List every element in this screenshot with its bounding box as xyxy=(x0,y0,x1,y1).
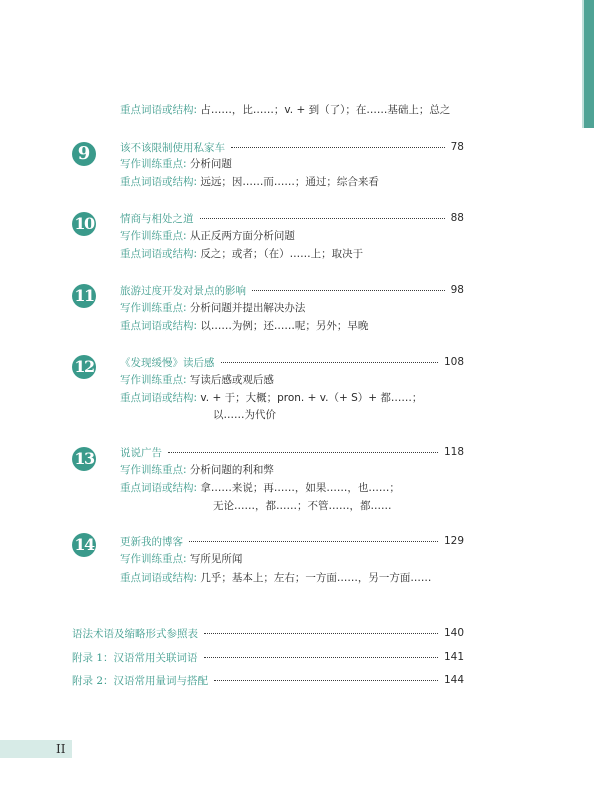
page-number: 108 xyxy=(443,356,464,368)
focus-label: 写作训练重点: xyxy=(120,464,187,476)
words-content: 占……，比……；v. + 到（了）；在……基础上；总之 xyxy=(200,104,451,116)
words-label: 重点词语或结构: xyxy=(120,392,198,404)
lesson-title: 旅游过度开发对景点的影响 xyxy=(120,284,246,297)
words-line xyxy=(120,391,422,405)
lesson-title-row[interactable] xyxy=(120,355,464,369)
leader-dots xyxy=(200,218,445,219)
words-content: 远远；因……而……；通过；综合来看 xyxy=(200,176,379,188)
words-line xyxy=(120,571,431,585)
focus-content: 分析问题 xyxy=(189,158,232,170)
words-line xyxy=(120,319,368,333)
focus-content: 从正反两方面分析问题 xyxy=(189,230,295,242)
leader-dots xyxy=(252,290,445,291)
page-number: 78 xyxy=(450,141,464,153)
focus-label: 写作训练重点: xyxy=(120,553,187,565)
focus-label: 写作训练重点: xyxy=(120,374,187,386)
page-number: 140 xyxy=(443,627,464,639)
words-content-continued: 无论……，都……；不管……，都…… xyxy=(213,500,392,512)
words-label: 重点词语或结构: xyxy=(120,572,198,584)
leader-dots xyxy=(231,147,445,148)
lesson-number-badge: 11 xyxy=(72,284,96,308)
focus-content: 分析问题的利和弊 xyxy=(189,464,274,476)
focus-content: 写读后感或观后感 xyxy=(189,374,274,386)
words-line xyxy=(120,175,379,189)
side-tab xyxy=(584,0,594,128)
focus-line xyxy=(120,229,295,243)
words-content-continued: 以……为代价 xyxy=(213,409,276,421)
lesson-title: 说说广告 xyxy=(120,446,162,459)
words-content: 几乎；基本上；左右；一方面……，另一方面…… xyxy=(200,572,432,584)
focus-label: 写作训练重点: xyxy=(120,302,187,314)
focus-content: 分析问题并提出解决办法 xyxy=(189,302,306,314)
lesson-title-row[interactable] xyxy=(120,140,464,154)
words-content: 反之；或者；（在）……上；取决于 xyxy=(200,248,364,260)
page-number: 144 xyxy=(443,674,464,686)
appendix-row[interactable] xyxy=(72,650,464,664)
focus-content: 写所见所闻 xyxy=(189,553,243,565)
focus-label: 写作训练重点: xyxy=(120,158,187,170)
words-content: 以……为例；还……呢；另外；早晚 xyxy=(200,320,369,332)
words-label: 重点词语或结构: xyxy=(120,176,198,188)
lesson-number-badge: 10 xyxy=(72,212,96,236)
appendix-row[interactable] xyxy=(72,626,464,640)
lesson-title-row[interactable] xyxy=(120,283,464,297)
appendix-title: 附录 1：汉语常用关联词语 xyxy=(72,651,198,664)
focus-line xyxy=(120,463,274,477)
page-number: 88 xyxy=(450,212,464,224)
page-number: 129 xyxy=(443,535,464,547)
leader-dots xyxy=(204,657,438,658)
leader-dots xyxy=(189,541,438,542)
appendix-title: 附录 2：汉语常用量词与搭配 xyxy=(72,674,209,687)
lesson-number-badge: 12 xyxy=(72,355,96,379)
lesson-number-badge: 14 xyxy=(72,533,96,557)
focus-line xyxy=(120,373,274,387)
lesson-number-badge: 13 xyxy=(72,447,96,471)
words-label: 重点词语或结构: xyxy=(120,482,198,494)
leader-dots xyxy=(168,452,438,453)
lesson-title: 更新我的博客 xyxy=(120,535,183,548)
page-number: 98 xyxy=(450,284,464,296)
page-number: 141 xyxy=(443,651,464,663)
focus-label: 写作训练重点: xyxy=(120,230,187,242)
lesson-title: 该不该限制使用私家车 xyxy=(120,141,225,154)
leader-dots xyxy=(221,362,438,363)
words-label: 重点词语或结构: xyxy=(120,248,198,260)
words-line xyxy=(120,481,400,495)
leader-dots xyxy=(214,680,438,681)
lesson-title: 《发现缓慢》读后感 xyxy=(120,356,215,369)
words-content: 拿……来说；再……，如果……，也……； xyxy=(200,482,400,494)
lesson-title-row[interactable] xyxy=(120,211,464,225)
lesson-title-row[interactable] xyxy=(120,445,464,459)
words-label: 重点词语或结构: xyxy=(120,320,198,332)
lesson-number-badge: 9 xyxy=(72,142,96,166)
appendix-title: 语法术语及缩略形式参照表 xyxy=(72,627,198,640)
words-label: 重点词语或结构: xyxy=(120,104,198,116)
words-line xyxy=(120,247,363,261)
footer-page-number: II xyxy=(56,742,66,756)
top-words-line xyxy=(120,103,450,117)
page-number: 118 xyxy=(443,446,464,458)
leader-dots xyxy=(204,633,438,634)
focus-line xyxy=(120,301,305,315)
lesson-title-row[interactable] xyxy=(120,534,464,548)
appendix-row[interactable] xyxy=(72,673,464,687)
focus-line xyxy=(120,157,232,171)
focus-line xyxy=(120,552,242,566)
lesson-title: 情商与相处之道 xyxy=(120,212,194,225)
words-content: v. + 于；大概；pron. + v.（+ S）+ 都……； xyxy=(200,392,423,404)
